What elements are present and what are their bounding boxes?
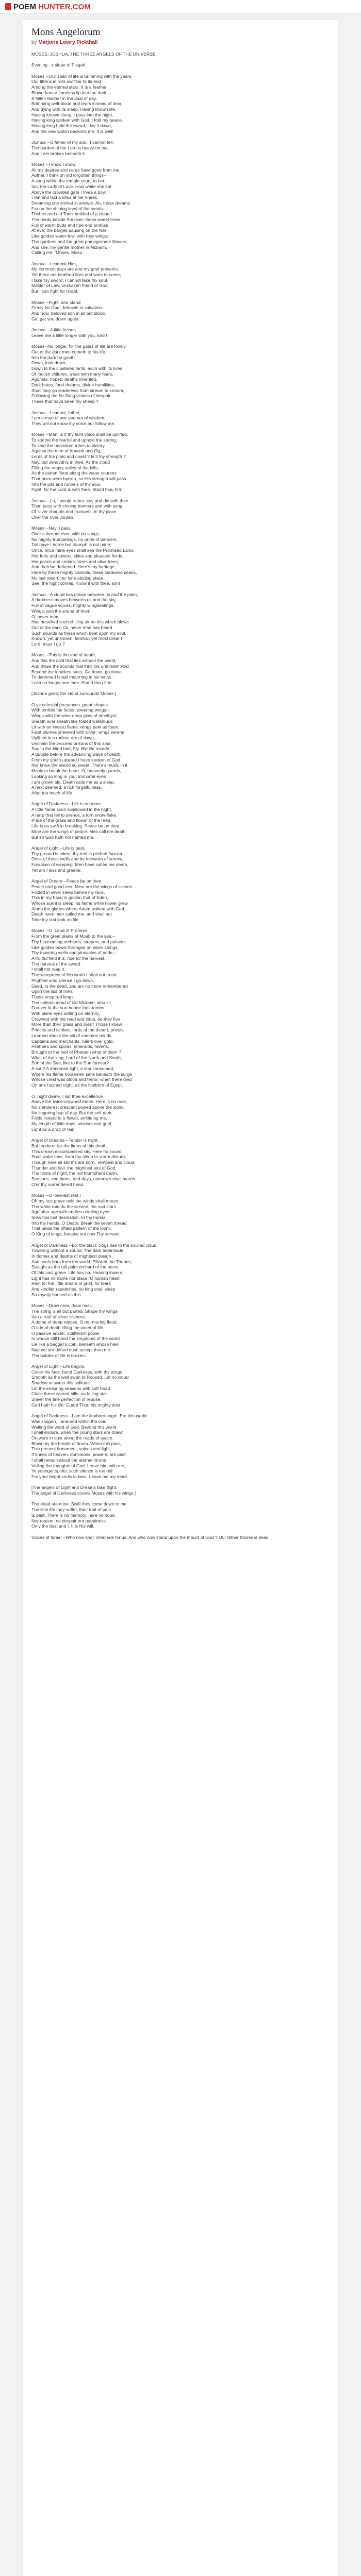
stanza	[31, 410, 330, 427]
poem-line: Aother. I think on old forgotten things--	[31, 173, 107, 178]
poem-line: Captains and merchants, rulers over gold,	[31, 1038, 114, 1044]
poem-line: Plighted unto silence I go down,	[31, 977, 94, 983]
poem-line: Out of the dark. Or, never man has heard	[31, 624, 112, 630]
poem-line: And this the cold that lies without the world,	[31, 658, 117, 664]
poem-line: So royally housed as this.	[31, 1292, 82, 1297]
stanza	[31, 1485, 330, 1496]
poem-line: O passive arbiter, indifferent power	[31, 1330, 100, 1336]
poem-line: Joshua --O father of my soul, I cannot tell.	[31, 140, 114, 145]
poem-line: And she, my gentle mother in Mizraim,	[31, 244, 107, 250]
poem-body	[31, 52, 330, 1540]
poem-line: Thy ground is taken, thy tent is pitched forever.	[31, 851, 124, 856]
poem-line: After too much of life.	[31, 790, 74, 795]
poem-line: Shiver the fine perfection of repose.	[31, 1397, 102, 1402]
poem-line: Though here all storms are born. Tempest and cloud,	[31, 1159, 136, 1165]
poem-line: Like golden bowls thronged on silver strings,	[31, 944, 119, 950]
poem-page	[23, 19, 338, 2576]
poem-line: A dome of deep repose. O murmuring flood,	[31, 1319, 118, 1325]
poem-line: If knees of heaven, dominions, powers, are past,	[31, 1452, 127, 1458]
stanza	[31, 526, 330, 586]
poem-line: Outworn in dust along the roads of space.	[31, 1435, 114, 1441]
poem-line: Is past. There is no memory, here no hope,	[31, 1512, 116, 1518]
poem-line: Fight, for the Lord is with thee. Stand thou firm.	[31, 487, 124, 493]
poem-line: With terrible fair faces, towering wings;--	[31, 707, 110, 713]
stanza	[31, 261, 330, 294]
site-logo[interactable]	[5, 3, 91, 11]
poem-line: Folds inward to a flower, enfolding me,	[31, 1115, 107, 1121]
poem-line: Joshua --I commit Him,	[31, 261, 77, 266]
poem-line: Filling the empty valley of the hills,	[31, 465, 99, 470]
poem-line: Moses --Fight, and stand	[31, 299, 81, 305]
poem-line: O'er thy surrendered head.	[31, 1181, 85, 1187]
poem-line: Those sceptred kings,	[31, 994, 75, 999]
poem-line: Take thy last look on life.	[31, 917, 80, 923]
stanza	[31, 1535, 330, 1540]
poem-line: A fallen feather in the dust of day,	[31, 95, 97, 101]
poem-line: The burden of the Lord is heavy on me,	[31, 145, 109, 150]
poem-line: Folded in silver sleep before my face.	[31, 889, 105, 895]
poem-line: Into the dark he goeth.	[31, 354, 76, 360]
poem-line: Such sounds as these which beat upon my soul,	[31, 630, 126, 636]
poem-line: I shall endure, when the young stars are drawn	[31, 1430, 124, 1435]
poem-line: That once were barren, so His strength will pass	[31, 476, 126, 481]
poem-line: At eve; the barges pausing on the Nile	[31, 228, 107, 233]
poem-line: Oh my lost grave only the winds shall mourn,	[31, 1198, 120, 1204]
poem-line: Beyond the loneliest stars. Go down, go down	[31, 669, 122, 674]
poem-line: Unchain the proceed prisons of this soul,	[31, 740, 112, 746]
poem-line: Lie like a beggar's coin, beneath whose heel	[31, 1342, 119, 1347]
poem-line: To soothe the fearful and uphold the strong,	[31, 437, 117, 443]
poem-line: Than pass with shining banners and with song	[31, 503, 123, 509]
poem-line: Blown by the breath of doom. When this plan,	[31, 1440, 121, 1446]
poem-line: The bubble of life is broken.	[31, 1352, 86, 1358]
stanza	[31, 1094, 330, 1132]
poem-line: [The angels of Light and Dreams take flight.	[31, 1485, 118, 1490]
poem-line: O ye celestial presences, great shapes	[31, 702, 108, 707]
poem-line: Faint plumes sheened with silver; wings serene	[31, 730, 125, 735]
poem-line: Whose scent is sleep; its flame white flower grew	[31, 900, 128, 906]
poem-line: From my youth upward I have spoken of God,	[31, 757, 122, 762]
poem-line: Ye younger spirits; such silence is too old	[31, 1468, 112, 1474]
poem-line: I ran and laid a lotus at her knees,	[31, 195, 99, 200]
logo-mark-icon	[5, 3, 11, 10]
poem-line: This dream encompassed city. Here no sound	[31, 1148, 122, 1154]
poem-line: Music to break the heart. O, heavenly guards,	[31, 768, 121, 774]
poem-line: Straight as the tall palm orchard of the nests.	[31, 1264, 120, 1270]
poem-line: And I am broken beneath it.	[31, 150, 86, 156]
poem-line: O King of kings, forsake not now Thy servant.	[31, 1231, 121, 1237]
poem-line: Moses --Man, is it thy faint voice shall be uplifted,	[31, 432, 128, 437]
poem-line: From the great plains of Moab to the sea,--	[31, 934, 116, 939]
poem-line: Thebes and old Tanis builded of a cloud !	[31, 211, 112, 217]
poem-line: On one hushed night, all the firstborn of Egypt.	[31, 1082, 123, 1088]
stanza	[31, 1193, 330, 1237]
poem-line: And kindlier rapaltches, no king shall sleep	[31, 1286, 116, 1292]
stanza	[31, 702, 330, 796]
poem-line: Toil have I borne but triumph is not mine;	[31, 542, 111, 548]
poem-line: Angel of Darkness --I am the firstborn angel. Ere this world	[31, 1413, 147, 1419]
poem-line: The reeds beside the river; those sweet trees	[31, 217, 120, 223]
stanza	[31, 498, 330, 520]
poem-line: Rest for the little dream of grief, for tears	[31, 1281, 111, 1286]
poem-line: And these the sounds that thrill the unmoden void	[31, 663, 129, 669]
poem-line: Our little sun rolls swiftlier to its end	[31, 79, 101, 84]
stanza	[31, 432, 330, 493]
poem-line: Blown from a careless lip into the dark.	[31, 90, 108, 95]
stanza	[31, 1138, 330, 1187]
poem-line: The little life they suffer, their fruit of pain	[31, 1507, 111, 1513]
poem-line: Out of the dark men cometh to his life,	[31, 349, 107, 354]
poem-line: Evening : a slope of Pisgah	[31, 62, 86, 68]
stanza	[31, 691, 330, 697]
poem-line: Her palms and cedars, vines and olive trees,	[31, 558, 119, 564]
poem-line: To darkened Israel mourning in his tents;	[31, 674, 111, 680]
poem-line: A bubble before the advancing wave of death.	[31, 752, 122, 757]
poem-line: With blank eyes setting on eternity,	[31, 1011, 100, 1016]
stanza	[31, 652, 330, 685]
stanza	[31, 162, 330, 256]
poem-line: But I can fight for Israel.	[31, 289, 78, 294]
poem-line: Say to the blind bird, Fly. Bid life recede,	[31, 746, 111, 752]
poem-line: My common days are and my grief prevents.	[31, 266, 119, 272]
poem-line: Towering without a sound. The dark tabernacle	[31, 1248, 124, 1253]
poem-line: No slenderest crescent poised above the world,	[31, 1104, 125, 1110]
poem-line: Lords of the plain and coast ? Is it thy strength ?	[31, 454, 126, 460]
poem-line: The angel of Darkness covers Moses with his wings.]	[31, 1490, 136, 1496]
poem-line: Feathers and spices, emeralds, ravens,	[31, 1044, 109, 1049]
poem-line: This present firmament, voices and light,	[31, 1446, 111, 1452]
poem-line: And seals bars from the world. Pillared the Thebes,	[31, 1259, 132, 1264]
stanza	[31, 1413, 330, 1479]
poem-line: Moses --Draw near, draw near,	[31, 1303, 92, 1309]
poem-line: Nations are drifted dust, accept thou me.	[31, 1347, 111, 1352]
poem-line: But tenderer far the limbs of this death,	[31, 1143, 108, 1148]
poem-line: Down, look down,	[31, 360, 67, 366]
poem-line: Master of Law, unshaken friend of God,	[31, 283, 109, 289]
poem-line: A little flame soon swallowed in the night,	[31, 807, 112, 812]
poem-line: Into thy hands, O Death, Break the seven thread	[31, 1220, 127, 1226]
poem-line: The white rain do the service, the sad stars	[31, 1204, 116, 1209]
poem-line: And now, beloved son in all but blood,	[31, 310, 106, 316]
poem-line: Sheath over sheath like folded waterbuds	[31, 718, 113, 724]
poem-line: Brought to the feet of Pharaoh what of them ?	[31, 1049, 121, 1055]
poem-line: Lord, must I go ?	[31, 641, 65, 647]
poem-line: I can no longer see thee. Stand thou firm.	[31, 680, 113, 685]
poem-line: I shall not reap it.	[31, 967, 65, 972]
poem-line: For your bright souls to bear. Leave me my dead.	[31, 1473, 128, 1479]
poem-line: Cover his face, bend Darkness, with thy wings	[31, 1369, 122, 1375]
poem-line: Yet am I less and greater.	[31, 867, 82, 873]
poem-line: Over the river Jordan.	[31, 514, 75, 520]
poem-line: Following the far-flung visions of despair,	[31, 393, 112, 399]
poem-line: Age after age with endless circling eyes	[31, 1209, 109, 1215]
poem-line: Circle these sacred hills, no falling star	[31, 1391, 107, 1397]
byline-prefix: by	[31, 40, 37, 45]
poem-line: And the new watch beckons me. It is well!	[31, 128, 114, 134]
poem-line: Her forts and towers, cities and pleasant fields,	[31, 553, 124, 558]
poem-line: Light has no name nor place. O human heart,	[31, 1275, 121, 1281]
poem-line: [Joshua goes; the cloud surrounds Moses.]	[31, 691, 116, 697]
poem-line: Nor knew the sword so sweet. There's music in it,	[31, 762, 129, 768]
poem-line: Shadow to sweet this solitude	[31, 1380, 90, 1386]
poem-line: To lead the unshaken tribes to victory	[31, 443, 105, 448]
poem-line: Moses --I know I know,	[31, 162, 77, 167]
stanza	[31, 52, 330, 57]
poem-line: A sun? A darkened light, a star consumed,	[31, 1066, 114, 1072]
poem-line: Was shapen, I endured within the void	[31, 1418, 107, 1424]
poem-line: No lingering hue of day. But the soft dark	[31, 1110, 112, 1115]
poem-byline	[31, 40, 330, 45]
poem-line: Of silver chariots and trumpets, in thy place	[31, 509, 117, 515]
poem-line: Peace and good rest. Mine are the wings of silence	[31, 884, 132, 889]
logo-tld: HUNTER.COM	[38, 2, 91, 11]
stanza	[31, 62, 330, 68]
poem-line: Here by these mighty chariots, these Gadwerd peaks,	[31, 569, 137, 575]
poem-line: Where his flame horsemen sank beneath the surge	[31, 1071, 132, 1077]
poem-line: Veiling the thoughts of God. Leave him with me,	[31, 1463, 126, 1468]
logo-name: POEM	[13, 2, 37, 11]
poem-line: But so God hath not named me.	[31, 834, 94, 840]
poem-line: A darkness moves between us and the sky,	[31, 597, 117, 603]
poem-line: In whose still hand the kingdoms of the world	[31, 1336, 120, 1342]
poem-line: Uplifted in a radiant arc of dawn;--	[31, 735, 98, 740]
poem-line: A harp that fell to silence, a torn snow-flake,	[31, 812, 118, 818]
poem-line: Crowned with the reed and lotus, do they live	[31, 1016, 120, 1022]
stanza	[31, 1243, 330, 1298]
poem-line: And then be darkened. Here's my heritage,	[31, 564, 116, 570]
stanza	[31, 928, 330, 1088]
poem-line: I am a man of war and not of wisdom.	[31, 415, 106, 421]
poem-line: Forever in the sun-bonde their tombs,	[31, 1005, 106, 1011]
poem-line: A song within the temple court, to her,	[31, 178, 106, 184]
poem-line: Angel of Dream --Peace be on thee.	[31, 878, 103, 884]
poem-line: Moses --Nay, I pass	[31, 526, 71, 531]
poem-line: Angel of Darkness --Life is no more.	[31, 801, 103, 807]
poem-line: Learned above the wit of common minds,	[31, 1032, 113, 1038]
poem-line: Thunder and hail, the mightiest airs of God,	[31, 1165, 117, 1171]
poem-line: The harvest of the sword.	[31, 961, 81, 967]
poem-line: A fruitful field it is, ripe for the harvest,	[31, 956, 106, 961]
poem-line: Full of warm buds and ripe and profuse	[31, 222, 109, 228]
poem-line: Go, get you down again.	[31, 316, 80, 321]
poem-line: Lit with an inward flame; wings pale as foam,	[31, 724, 120, 730]
poem-line: Leave me a little longer with you, lord !	[31, 332, 107, 338]
poem-line: Nay, but Jehovah's in thee. As the cloud	[31, 459, 110, 465]
poem-line: Brimming well-blood and tears instead of dew,	[31, 101, 122, 107]
poem-line: No mighty trumpetings, no pride of banners.	[31, 536, 118, 542]
poem-line: What of the king, Lord of the North and South,	[31, 1055, 122, 1060]
poem-line: These that have been thy sheep ?	[31, 399, 99, 404]
poem-line: Waiting the word of God. Beyond this world	[31, 1424, 117, 1430]
poem-line: Down to the clustered tents, each with its lives	[31, 365, 122, 371]
poem-line: Has breathed such chilling air as this which blows	[31, 619, 129, 625]
poem-line: The gardens and the great pomegranate flowers,	[31, 239, 128, 244]
stanza	[31, 1303, 330, 1358]
stanza	[31, 300, 330, 322]
stanza	[31, 592, 330, 647]
poem-line: I take thy sword; I cannot take thy soul,	[31, 277, 108, 283]
poem-line: That binds the riftled pattern of the loom.	[31, 1226, 111, 1231]
poem-line: Deed, to the dead, and am no more remembered	[31, 983, 128, 989]
poem-line: Wings, and the sound of them.	[31, 608, 92, 614]
poem-title: Mons Angelorum	[31, 27, 101, 38]
poem-line: Firmly for God. Jehovah is salvation.	[31, 305, 103, 311]
poem-line: Joshua --A cloud has drawn between us and the plain,	[31, 591, 138, 597]
poem-line: As the ashen flood along the water courses	[31, 470, 117, 476]
poem-line: Angel of Darkness --Lo, the black clogs rise to the soulled cloud,	[31, 1242, 158, 1248]
poem-line: The hosts of night, the hot triumphant dawn,	[31, 1171, 118, 1176]
poem-line: Let the enduring seasons with soft tread	[31, 1385, 110, 1391]
poem-line: Among the eternal stars. It is a feather	[31, 84, 107, 90]
stanza	[31, 140, 330, 156]
poem-line: My last resort, my lone abiding place.	[31, 575, 105, 581]
poem-line: Looking so long in your immortal eyes	[31, 773, 106, 779]
author-link[interactable]: Marjorie Lowry Pickthall	[38, 40, 98, 45]
poem-line: All my desires and cares have gone from me.	[31, 167, 121, 173]
poem-line: God hath his life. Guard Thou his mighty dust.	[31, 1402, 122, 1408]
poem-line: See, the night comes. Know it with thee, son!	[31, 581, 120, 586]
poem-line: Having known sleep, I pass into the night,	[31, 112, 113, 117]
stanza	[31, 845, 330, 873]
poem-line: The solemn dead of old Mizraim, who sit	[31, 999, 111, 1005]
poem-line: Having long held the sword, I lay it down,	[31, 123, 112, 129]
poem-line: Death have men called me, and shall not	[31, 911, 112, 917]
poem-line: Yet there are heathen fires and wars to come;	[31, 272, 121, 278]
poem-line: Moses--No longer, for the gates of life are lonely.	[31, 344, 127, 349]
poem-line: Like golden water-fowl with rosy wings;	[31, 233, 108, 239]
stanza	[31, 878, 330, 923]
poem-line: Agonies, hopes, deaths inherited,	[31, 377, 97, 382]
stanza	[31, 74, 330, 134]
poem-line: They will not know my voice nor follow me.	[31, 420, 116, 426]
poem-line: Of foolish children, weak with many fears,	[31, 371, 113, 377]
poem-line: Seasons, and times, and days, unknown shall march	[31, 1176, 135, 1182]
poem-line: Dreaming she smiled in answer. Ah, those dreams	[31, 200, 130, 206]
poem-line: The winepress of His wrath I shall not tread.	[31, 972, 118, 978]
poem-line: Moses --O, Land of Promise	[31, 928, 87, 934]
poem-line: The string is all but parted. Shape thy wings	[31, 1308, 118, 1314]
poem-line: Angel of Light --Life is past,	[31, 845, 86, 851]
poem-line: Moses --This is the end of death,	[31, 652, 96, 658]
poem-line: More than their grass and lilies? Those I knew,	[31, 1022, 123, 1027]
poem-line: Dark hates, fond dreams, divine humilities,	[31, 382, 115, 388]
poem-line: Angel of Light --Life begins.	[31, 1363, 86, 1369]
poem-line: Drink of these wells and be forsworn of sorrow,	[31, 856, 124, 862]
poem-line: My length of little days, wisdom and grief,	[31, 1121, 113, 1127]
poem-line: Forsaken of weeping. Men have called me death,	[31, 862, 128, 868]
poem-line: Whose crest was blood and terror; when there died	[31, 1077, 132, 1082]
poem-line: Full of vague voices, mighty wingbeatings,	[31, 603, 114, 608]
poem-line: O tide of death lifting the weed of life,	[31, 1325, 105, 1331]
poem-line: Of this vast grave. Life has no, Hearing lowers,	[31, 1270, 124, 1276]
poem-line: A next deemed, a rich forgetfulness,	[31, 785, 103, 790]
stanza	[31, 327, 330, 338]
poem-line: Along the glades where Adam walked with God.	[31, 906, 126, 911]
poem-line: Light as a drop of rain.	[31, 1126, 76, 1132]
poem-line: Over a deeper river, with no songs,	[31, 531, 101, 536]
poem-line: Known, yet unknown, familiar, yet most drear !	[31, 636, 122, 641]
poem-line: Joshua --A little lesser;	[31, 327, 76, 333]
poem-line: Wings with the wine-deep glow of amethyst,	[31, 713, 118, 719]
poem-line: Nor reason, no despair nor happiness.	[31, 1518, 107, 1523]
poem-line: Son of the Sun, like to the Sun forever?	[31, 1060, 109, 1066]
poem-line: Moses --Our span of life is brimming with the years,	[31, 73, 133, 79]
poem-line: Smooth as the well swan to Roused. Let no cloud	[31, 1375, 129, 1380]
poem-line: Thy blossoming orchards, streams, and palaces	[31, 939, 126, 944]
poem-line: Calling me, 'Moses, Mosu.'	[31, 250, 85, 256]
poem-line: Shall they go leaderless from stream to stream,	[31, 387, 125, 393]
poem-line: Angel of Dreams --Tender is night,	[31, 1138, 99, 1143]
poem-line: Having long spoken with God, I fold my peace,	[31, 117, 123, 123]
poem-line: Into the pits and runnels of thy soul.	[31, 481, 102, 487]
poem-line: Pride of the grass and flower of the reed,	[31, 818, 112, 823]
poem-line: Against the men of Amalek and Og,	[31, 448, 102, 454]
poem-line: I am grown old. Death calls me as a sleep,	[31, 779, 115, 785]
poem-line: O, night divine, I sat thee excellence	[31, 1093, 103, 1099]
poem-line: Slew this lost desolation. In thy hands,	[31, 1215, 107, 1220]
poem-line: Above the twice-crowned moon. Here is no rose,	[31, 1099, 127, 1105]
poem-line: The dead are mine. Swift they come down to me.	[31, 1501, 128, 1507]
poem-line: Joshua --Lo, I would rather stay and die with thee	[31, 498, 128, 503]
stanza	[31, 344, 330, 404]
poem-line: Once, once mine eyes shall see the Promised Land,	[31, 548, 134, 553]
poem-line: Shall wake thee, from thy sleep to storm disturb,	[31, 1154, 126, 1160]
poem-line: Life is as swift in breaking. Peace be on thee.	[31, 823, 121, 829]
poem-line: And dying with its sleep. Having known life,	[31, 107, 117, 112]
poem-line: Ion, the Lady of Love. How white she sat	[31, 183, 111, 189]
poem-line: Joshua --I cannot, father,	[31, 410, 81, 415]
stanza	[31, 1501, 330, 1529]
poem-line: Thy towering walls and pinnacles of pride,--	[31, 950, 117, 956]
poem-line: Only the dust and I. It is His will.	[31, 1523, 94, 1529]
poem-line: Upon the lips of men.	[31, 989, 74, 994]
site-header	[0, 0, 361, 14]
poem-line: O, never man	[31, 614, 59, 619]
poem-line: Voices of Israel --Who now shall intercede for us, And who now stand upon the mount of God ? Our father Moses is dead.	[31, 1534, 270, 1540]
poem-line: In domes and depths of mightiest design	[31, 1253, 111, 1259]
poem-line: MOSES, JOSHUA, THE THREE ANGELS OF THE UNIVERSE	[31, 52, 156, 57]
poem-line: This in my hand is golden fruit of Eden,	[31, 895, 108, 901]
poem-line: Moses --O loneliest rest !	[31, 1193, 81, 1198]
poem-line: Into a roof of silver silences,	[31, 1314, 87, 1319]
poem-line: Mine are the wings of peace. Men call me death;	[31, 828, 127, 834]
poem-line: Above the crowded gate ! Irvea a boy;	[31, 189, 106, 195]
poem-line: I shall remain about the eternal throne	[31, 1457, 106, 1463]
poem-line: Far on the shining level of the sands--	[31, 206, 106, 211]
poem-line: Princes and scribes, lords of the desert, priests	[31, 1027, 124, 1033]
stanza	[31, 1364, 330, 1408]
stanza	[31, 801, 330, 840]
